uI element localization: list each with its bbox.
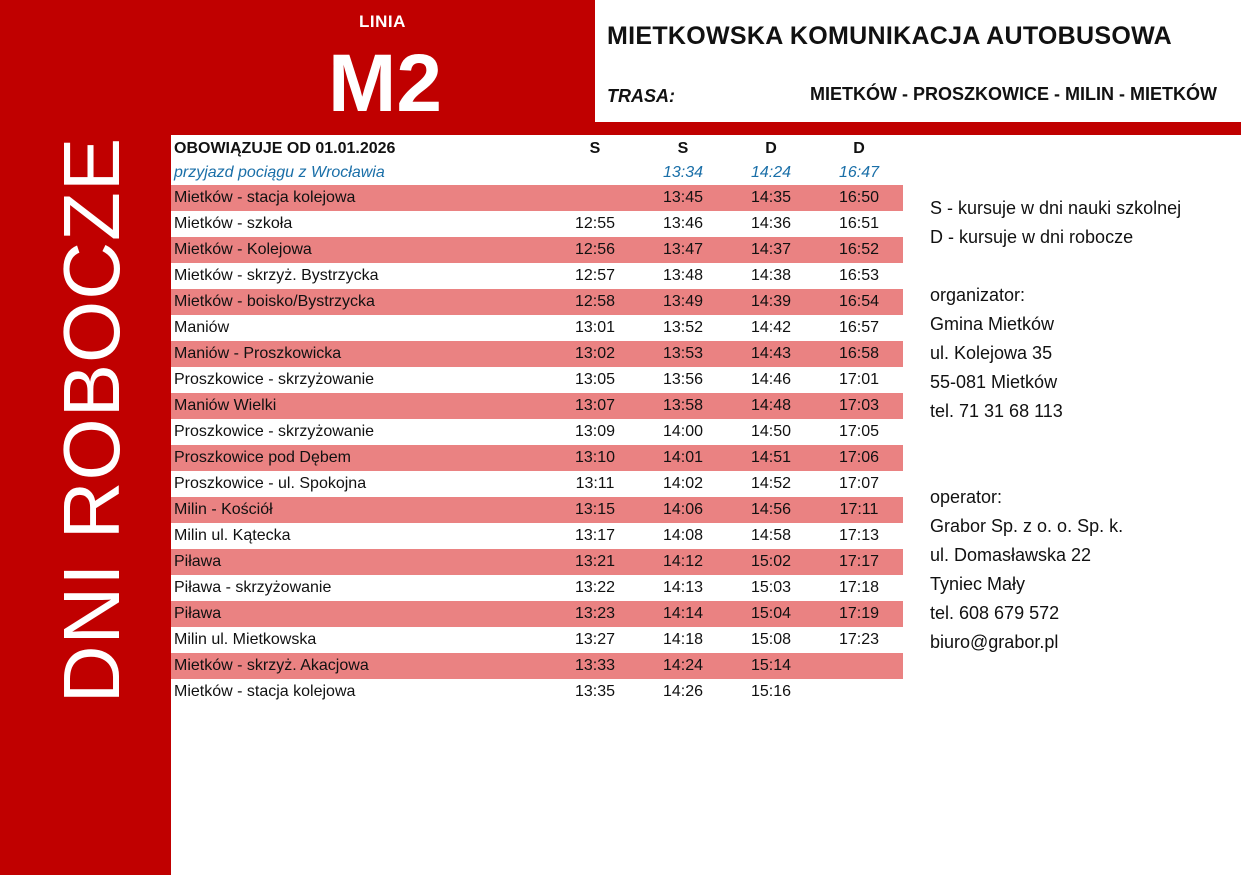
departure-time: 12:58 (551, 289, 639, 315)
departure-time: 14:50 (750, 423, 792, 440)
course-type: D (765, 140, 777, 157)
stop-name: Milin ul. Mietkowska (174, 631, 317, 648)
departure-time (815, 679, 903, 705)
organizer-phone: tel. 71 31 68 113 (930, 401, 1063, 421)
organizer-label: organizator: (930, 285, 1026, 305)
departure-time: 14:51 (727, 445, 815, 471)
departure-time: 13:58 (639, 393, 727, 419)
departure-time: 16:53 (838, 267, 880, 284)
stop-name: Mietków - skrzyż. Akacjowa (171, 653, 551, 679)
stop-name: Piława - skrzyżowanie (174, 579, 332, 596)
train-time (551, 161, 639, 185)
departure-time: 17:13 (838, 527, 880, 544)
departure-time: 15:08 (750, 631, 792, 648)
departure-time: 14:56 (727, 497, 815, 523)
departure-time: 17:07 (838, 475, 880, 492)
departure-time: 13:27 (574, 631, 616, 648)
train-arrival-row (171, 161, 903, 185)
departure-time: 14:38 (750, 267, 792, 284)
departure-time: 13:52 (662, 319, 704, 336)
departure-time: 17:19 (815, 601, 903, 627)
organizer-city: 55-081 Mietków (930, 372, 1058, 392)
legend-s: S - kursuje w dni nauki szkolnej (930, 198, 1182, 218)
table-row (171, 263, 903, 289)
course-type: S (677, 140, 689, 157)
departure-time: 13:17 (574, 527, 616, 544)
table-row (171, 289, 903, 315)
departure-time: 12:57 (574, 267, 616, 284)
stop-name: Mietków - skrzyż. Bystrzycka (174, 267, 379, 284)
departure-time: 13:35 (574, 683, 616, 700)
departure-time: 16:50 (815, 185, 903, 211)
departure-time: 15:16 (750, 683, 792, 700)
organizer-street: ul. Kolejowa 35 (930, 343, 1053, 363)
departure-time: 15:03 (750, 579, 792, 596)
table-row (171, 315, 903, 341)
table-row (171, 653, 903, 679)
departure-time: 13:02 (551, 341, 639, 367)
departure-time: 14:13 (662, 579, 704, 596)
departure-time: 13:23 (551, 601, 639, 627)
departure-time: 17:11 (815, 497, 903, 523)
operator-email: biuro@grabor.pl (930, 632, 1059, 652)
stop-name: Proszkowice pod Dębem (171, 445, 551, 471)
departure-time: 14:00 (662, 423, 704, 440)
departure-time: 17:23 (838, 631, 880, 648)
operator-city: Tyniec Mały (930, 574, 1026, 594)
table-row (171, 523, 903, 549)
stop-name: Milin - Kościół (171, 497, 551, 523)
departure-time: 17:17 (815, 549, 903, 575)
departure-time: 13:10 (551, 445, 639, 471)
stop-name: Mietków - stacja kolejowa (174, 683, 356, 700)
table-row (171, 237, 903, 263)
route-label: TRASA: (607, 86, 675, 106)
train-arrival-label: przyjazd pociągu z Wrocławia (174, 164, 385, 181)
departure-time: 14:48 (727, 393, 815, 419)
operator-name: Grabor Sp. z o. o. Sp. k. (930, 516, 1124, 536)
departure-time: 16:51 (838, 215, 880, 232)
departure-time: 14:36 (750, 215, 792, 232)
departure-time: 13:48 (662, 267, 704, 284)
stop-name: Milin ul. Kątecka (174, 527, 291, 544)
departure-time: 13:49 (639, 289, 727, 315)
departure-time: 13:09 (574, 423, 616, 440)
departure-time: 13:33 (551, 653, 639, 679)
departure-time: 16:52 (815, 237, 903, 263)
stop-name: Maniów - Proszkowicka (171, 341, 551, 367)
table-row (171, 627, 903, 653)
departure-time: 13:01 (574, 319, 616, 336)
operator-phone: tel. 608 679 572 (930, 603, 1060, 623)
table-row (171, 497, 903, 523)
departure-time: 17:01 (838, 371, 880, 388)
table-row (171, 211, 903, 237)
departure-time: 14:42 (750, 319, 792, 336)
departure-time: 13:21 (551, 549, 639, 575)
stop-name: Mietków - Kolejowa (171, 237, 551, 263)
departure-time: 14:58 (750, 527, 792, 544)
departure-time: 16:57 (838, 319, 880, 336)
stop-name: Piława (171, 601, 551, 627)
stop-name: Mietków - boisko/Bystrzycka (171, 289, 551, 315)
operator-label: operator: (930, 487, 1003, 507)
departure-time: 13:53 (639, 341, 727, 367)
departure-time: 14:18 (662, 631, 704, 648)
timetable (171, 137, 903, 705)
company-name: MIETKOWSKA KOMUNIKACJA AUTOBUSOWA (607, 22, 1172, 50)
table-row (171, 367, 903, 393)
legend (930, 194, 1181, 252)
departure-time: 14:12 (639, 549, 727, 575)
departure-time (815, 653, 903, 679)
departure-time: 14:46 (750, 371, 792, 388)
departure-time: 13:11 (575, 475, 615, 492)
departure-time: 16:58 (815, 341, 903, 367)
departure-time: 14:37 (727, 237, 815, 263)
departure-time: 14:02 (662, 475, 704, 492)
route-value: MIETKÓW - PROSZKOWICE - MILIN - MIETKÓW (810, 84, 1217, 104)
table-row (171, 679, 903, 705)
departure-time: 14:52 (750, 475, 792, 492)
table-row (171, 445, 903, 471)
departure-time: 14:24 (639, 653, 727, 679)
stop-name: Maniów Wielki (171, 393, 551, 419)
course-type: S (589, 140, 601, 157)
table-row (171, 419, 903, 445)
train-time: 16:47 (838, 164, 880, 181)
departure-time: 17:18 (838, 579, 880, 596)
table-row (171, 601, 903, 627)
table-row (171, 575, 903, 601)
departure-time (551, 185, 639, 211)
table-row (171, 393, 903, 419)
table-row (171, 185, 903, 211)
departure-time: 14:26 (662, 683, 704, 700)
departure-time: 17:06 (815, 445, 903, 471)
operator-info (930, 483, 1123, 657)
line-label: LINIA (359, 12, 406, 31)
table-row (171, 471, 903, 497)
departure-time: 16:54 (815, 289, 903, 315)
departure-time: 12:55 (574, 215, 616, 232)
departure-time: 14:35 (727, 185, 815, 211)
operator-street: ul. Domasławska 22 (930, 545, 1092, 565)
departure-time: 13:15 (551, 497, 639, 523)
stop-name: Piława (171, 549, 551, 575)
stop-name: Mietków - szkoła (174, 215, 293, 232)
valid-from: OBOWIĄZUJE OD 01.01.2026 (174, 140, 396, 157)
header-divider (595, 122, 1241, 135)
stop-name: Mietków - stacja kolejowa (171, 185, 551, 211)
departure-time: 14:01 (639, 445, 727, 471)
departure-time: 14:43 (727, 341, 815, 367)
day-type-title: DNI ROBOCZE (47, 136, 136, 704)
organizer-info (930, 281, 1063, 426)
departure-time: 13:22 (574, 579, 616, 596)
departure-time: 17:03 (815, 393, 903, 419)
stop-name: Maniów (174, 319, 230, 336)
line-number: M2 (328, 38, 442, 129)
departure-time: 13:45 (639, 185, 727, 211)
departure-time: 15:04 (727, 601, 815, 627)
stop-name: Proszkowice - ul. Spokojna (174, 475, 367, 492)
departure-time: 14:08 (662, 527, 704, 544)
departure-time: 13:56 (662, 371, 704, 388)
table-row (171, 549, 903, 575)
departure-time: 13:46 (662, 215, 704, 232)
stop-name: Proszkowice - skrzyżowanie (174, 423, 375, 440)
departure-time: 15:02 (727, 549, 815, 575)
departure-time: 15:14 (727, 653, 815, 679)
departure-time: 14:39 (727, 289, 815, 315)
train-time: 13:34 (662, 164, 704, 181)
course-type: D (853, 140, 865, 157)
departure-time: 13:47 (639, 237, 727, 263)
departure-time: 13:07 (551, 393, 639, 419)
departure-time: 17:05 (838, 423, 880, 440)
organizer-name: Gmina Mietków (930, 314, 1055, 334)
table-row (171, 341, 903, 367)
stop-name: Proszkowice - skrzyżowanie (174, 371, 375, 388)
departure-time: 12:56 (551, 237, 639, 263)
departure-time: 14:06 (639, 497, 727, 523)
departure-time: 13:05 (574, 371, 616, 388)
legend-d: D - kursuje w dni robocze (930, 227, 1134, 247)
table-header-row (171, 137, 903, 161)
train-time: 14:24 (750, 164, 792, 181)
departure-time: 14:14 (639, 601, 727, 627)
